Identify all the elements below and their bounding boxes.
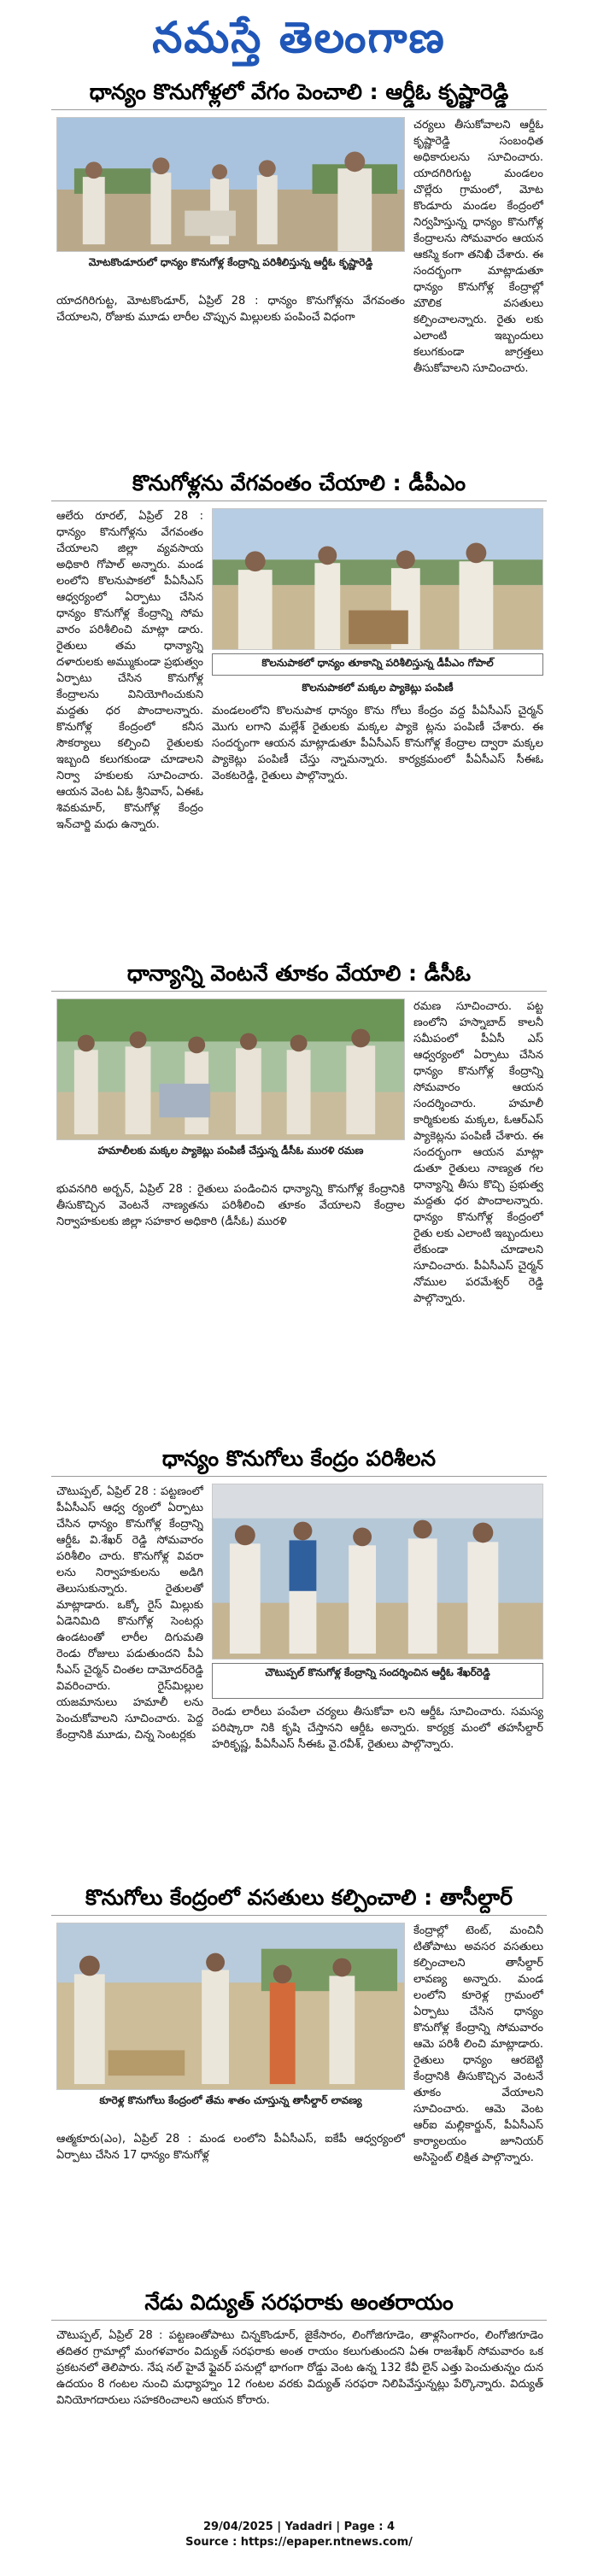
article-6-body: చౌటుప్పల్, ఏప్రిల్ 28 : పట్టణంతోపాటు చిన్నకొండూర్, జైకేసారం, లింగోజిగూడెం, తాళ్లసింగారం, లింగోజిగూడెం తదితర గ్రామాల్లో మంగళవారం విద్యుత్ సరఫరాకు అంత రాయం కలుగుతుందని ఏఈ రాజశేఖర్ సోమవారం ఒక ప్రకటనలో తెలిపారు. నేష నల్ హైవే ఫ్లైవర్ పనుల్లో భాగంగా రోడ్డు వెంట ఉన్న 132 కేవీ లైన్ ఎత్తు పెంచుతున్నం దున ఉదయం 8 గంటల నుంచి మధ్యాహ్నం 12 గంటల వరకు విద్యుత్ సరఫరా నిలిపివేస్తున్నట్లు పేర్కొన్నారు. విద్యుత్ వినియోగదారులు సహకరించాలని ఆయన కోరారు. bbox=[56, 2329, 543, 2407]
article-1 bbox=[51, 75, 547, 460]
article-2-caption-1: కొలనుపాకలో ధాన్యం తూకాన్ని పరిశీలిస్తున్న డీపీఎం గోపాల్ bbox=[212, 653, 543, 676]
article-4-column-right: రెండు లారీలు పంపేలా చర్యలు తీసుకోవా లని ఆర్డీఓ సూచించారు. సమస్య పరిష్కారా నికి కృషి చేస్తానని ఆర్డీఓ అన్నారు. కార్యక్ర మంలో తహసీల్దార్ హరికృష్ణ, పీఏసీఎస్ సీఈఓ వై.రవీశ్, రైతులు పాల్గొన్నారు. bbox=[212, 1706, 543, 1751]
article-3-headline: ధాన్యాన్ని వెంటనే తూకం వేయాలి : డీసీఓ bbox=[51, 957, 547, 992]
article-1-column-right: చర్యలు తీసుకోవాలని ఆర్డీఓ కృష్ణారెడ్డి సంబంధిత అధికారులను సూచించారు. యాదగిరిగుట్ట మండలం చొల్లేరు గ్రామంలో, మోట కొండూరు మండల కేంద్రంలో నిర్వహిస్తున్న ధాన్యం కొనుగోళ్ల కేంద్రాలను సోమవారం ఆయన ఆకస్మి కంగా తనిఖీ చేశారు. ఈ సందర్భంగా మాట్లాడుతూ ధాన్యం కొనుగోళ్ల కేంద్రాల్లో మౌలిక వసతులు కల్పించాలన్నారు. రైతు లకు ఎలాంటి ఇబ్బందులు కలుగకుండా జాగ్రత్తలు తీసుకోవాలని సూచించారు. bbox=[413, 119, 543, 375]
article-5-column-left: ఆత్మకూరు(ఎం), ఏప్రిల్ 28 : మండ లంలోని పీఏసీఎస్, ఐకేపీ ఆధ్వర్యంలో ఏర్పాటు చేసిన 17 ధాన్యం కొనుగోళ్ల bbox=[56, 2133, 405, 2162]
page-footer bbox=[0, 2520, 598, 2550]
article-3-column-left: భువనగిరి అర్బన్, ఏప్రిల్ 28 : రైతులు పండించిన ధాన్యాన్ని కొనుగోళ్ల కేంద్రానికి తీసుకొచ్చిన వెంటనే నాణ్యతను పరిశీలించి తూకం వేయాలని కేంద్రాల నిర్వాహకులకు జిల్లా సహకార అధికారి (డీసీఓ) మురళి bbox=[56, 1183, 405, 1228]
article-2-column-right: మండలంలోని కొలనుపాక ధాన్యం కొను గోలు కేంద్రం వద్ద పీఏసీఎస్ చైర్మన్ మొగు లగాని మల్లేశ్ రైతులకు మక్కల ప్యాకె ట్లను పంపిణీ చేశారు. ఈ సందర్భంగా ఆయన మాట్లాడుతూ పీఏసీఎస్ కొనుగోళ్ల కేంద్రాల ద్వారా మక్కల ప్యాకెట్లు పంపిణీ చేస్తు న్నామన్నారు. కార్యక్రమంలో పీఏసీఎస్ సీఈఓ వెంకటరెడ్డి, రైతులు పాల్గొన్నారు. bbox=[212, 705, 543, 782]
article-5-caption: కూరెళ్ల కొనుగోలు కేంద్రంలో తేమ శాతం చూస్తున్న తాసీల్దార్ లావణ్య bbox=[99, 2094, 362, 2106]
article-4-column-left: చౌటుప్పల్, ఏప్రిల్ 28 : పట్టణంలో పీఏసీఎస్ ఆధ్వ ర్యంలో ఏర్పాటు చేసిన ధాన్యం కొనుగోళ్ల కేంద్రాన్ని ఆర్డీఓ వి.శేఖర్ రెడ్డి సోమవారం పరిశీలిం చారు. కొనుగోళ్ల వివరా లను నిర్వాహకులను అడిగి తెలుసుకున్నారు. రైతులతో మాట్లాడారు. ఒక్కో రైస్ మిల్లుకు ఏడెనిమిది కొనుగోళ్ల సెంటర్లు ఉండటంతో లారీల దిగుమతి రెండు రోజులు పడుతుందని పీఏ సీఎస్ చైర్మన్ చింతల దామోదర్‌రెడ్డి వివరించారు. రైస్‌మిల్లుల యజమానులు హమాలీ లను పెంచుకోవాలని సూచించారు. పెద్ద కేంద్రానికి మూడు, చిన్న సెంటర్లకు bbox=[56, 1485, 203, 1742]
article-6 bbox=[51, 2286, 547, 2509]
article-6-headline: నేడు విద్యుత్ సరఫరాకు అంతరాయం bbox=[51, 2286, 547, 2321]
article-5 bbox=[51, 1881, 547, 2280]
article-2-caption-2: కొలనుపాకలో మక్కల ప్యాకెట్లు పంపిణీ bbox=[302, 682, 454, 694]
footer-source: Source : https://epaper.ntnews.com/ bbox=[185, 2536, 413, 2549]
article-3-column-right: రమణ సూచించారు. పట్ట ణంలోని హస్నాబాద్ కాలనీ సమీపంలో పీఏసీ ఎస్ ఆధ్వర్యంలో ఏర్పాటు చేసిన ధాన్యం కొనుగోళ్ల కేంద్రాన్ని సోమవారం ఆయన సందర్శించారు. హమాలీ కార్మికులకు మక్కల, ఓఆర్ఎస్ ప్యాకెట్లను పంపిణీ చేశారు. ఈ సందర్భంగా ఆయన మాట్లా డుతూ రైతులు నాణ్యత గల ధాన్యాన్ని తీసు కొచ్చి ప్రభుత్వ మద్దతు ధర పొందాలన్నారు. ధాన్యం కొనుగోళ్ల కేంద్రంలో రైతు లకు ఎలాంటి ఇబ్బందులు లేకుండా చూడాలని సూచించారు. పీఏసీఎస్ చైర్మన్ నోముల పరమేశ్వర్ రెడ్డి పాల్గొన్నారు. bbox=[413, 1000, 543, 1305]
article-5-headline: కొనుగోలు కేంద్రంలో వసతులు కల్పించాలి : తాసీల్దార్ bbox=[51, 1881, 547, 1916]
article-3-caption: హమాలీలకు మక్కల ప్యాకెట్లు పంపిణీ చేస్తున్న డీసీఓ మురళి రమణ bbox=[97, 1145, 364, 1156]
article-4-photo bbox=[212, 1484, 543, 1660]
article-2-column-left: ఆలేరు రూరల్, ఏప్రిల్ 28 : ధాన్యం కొనుగోళ్లను వేగవంతం చేయాలని జిల్లా వ్యవసాయ అధికారి గోపాల్ అన్నారు. మండ లంలోని కొలనుపాకలో పీఏసీఎస్ ఆధ్వర్యంలో ఏర్పాటు చేసిన ధాన్యం కొనుగోళ్ల కేంద్రాన్ని సోమ వారం పరిశీలించి మాట్లా డారు. రైతులు తమ ధాన్యాన్ని దళారులకు అమ్ముకుండా ప్రభుత్వం ఏర్పాటు చేసిన కొనుగోళ్ల కేంద్రాలను వినియోగించుకుని మద్దతు ధర పొందాలన్నారు. కొనుగోళ్ల కేంద్రంలో కనీస సౌకర్యాలు కల్పించి రైతులకు ఇబ్బంది కలుగకుండా చూడాలని నిర్వా హకులకు సూచించారు. ఆయన వెంట ఏఓ శ్రీనివాస్, ఏఈఓ శివకుమార్, కొనుగోళ్ల కేంద్రం ఇన్‌చార్జి మధు ఉన్నారు. bbox=[56, 510, 203, 831]
article-5-photo bbox=[56, 1923, 405, 2090]
article-4-caption: చౌటుప్పల్ కొనుగోళ్ల కేంద్రాన్ని సందర్శించిన ఆర్డీఓ శేఖర్‌రెడ్డి bbox=[212, 1663, 543, 1699]
article-1-photo bbox=[56, 117, 405, 252]
article-1-caption: మోటకొండూరులో ధాన్యం కొనుగోళ్ల కేంద్రాన్ని పరిశీలిస్తున్న ఆర్డీఓ కృష్ణారెడ్డి bbox=[88, 256, 373, 268]
article-2-photo bbox=[212, 508, 543, 650]
article-2-headline: కొనుగోళ్లను వేగవంతం చేయాలి : డీపీఎం bbox=[51, 466, 547, 501]
article-5-column-right: కేంద్రాల్లో టెంట్, మంచినీ టితోపాటు అవసర వసతులు కల్పించాలని తాసీల్దార్ లావణ్య అన్నారు. మండ లంలోని కూరెళ్ల గ్రామంలో ఏర్పాటు చేసిన ధాన్యం కొనుగోళ్ల కేంద్రాన్ని సోమవారం ఆమె పరిశీ లించి మాట్లాడారు. రైతులు ధాన్యం ఆరబెట్టి కేంద్రానికి తీసుకొచ్చిన వెంటనే తూకం వేయాలని సూచించారు. ఆమె వెంట ఆర్ఐ మల్లికార్జున్, పీఏసీఎస్ కార్యాలయం జూనియర్ అసిస్టెంట్ లిక్షిత పాల్గొన్నారు. bbox=[413, 1924, 543, 2164]
masthead-title: నమస్తే తెలంగాణ bbox=[152, 12, 446, 62]
article-1-column-left: యాదగిరిగుట్ట, మోటకొండూర్, ఏప్రిల్ 28 : ధాన్యం కొనుగోళ్లను వేగవంతం చేయాలని, రోజుకు మూడు లారీల చొప్పున మిల్లులకు పంపించే విధంగా bbox=[56, 295, 405, 324]
article-3 bbox=[51, 957, 547, 1435]
article-4-headline: ధాన్యం కొనుగోలు కేంద్రం పరిశీలన bbox=[51, 1442, 547, 1477]
article-1-headline: ధాన్యం కొనుగోళ్లలో వేగం పెంచాలి : ఆర్డీఓ కృష్ణారెడ్డి bbox=[51, 75, 547, 110]
footer-date-edition: 29/04/2025 | Yadadri | Page : 4 bbox=[202, 2520, 396, 2533]
article-3-photo bbox=[56, 998, 405, 1140]
article-4 bbox=[51, 1442, 547, 1874]
article-2 bbox=[51, 466, 547, 950]
